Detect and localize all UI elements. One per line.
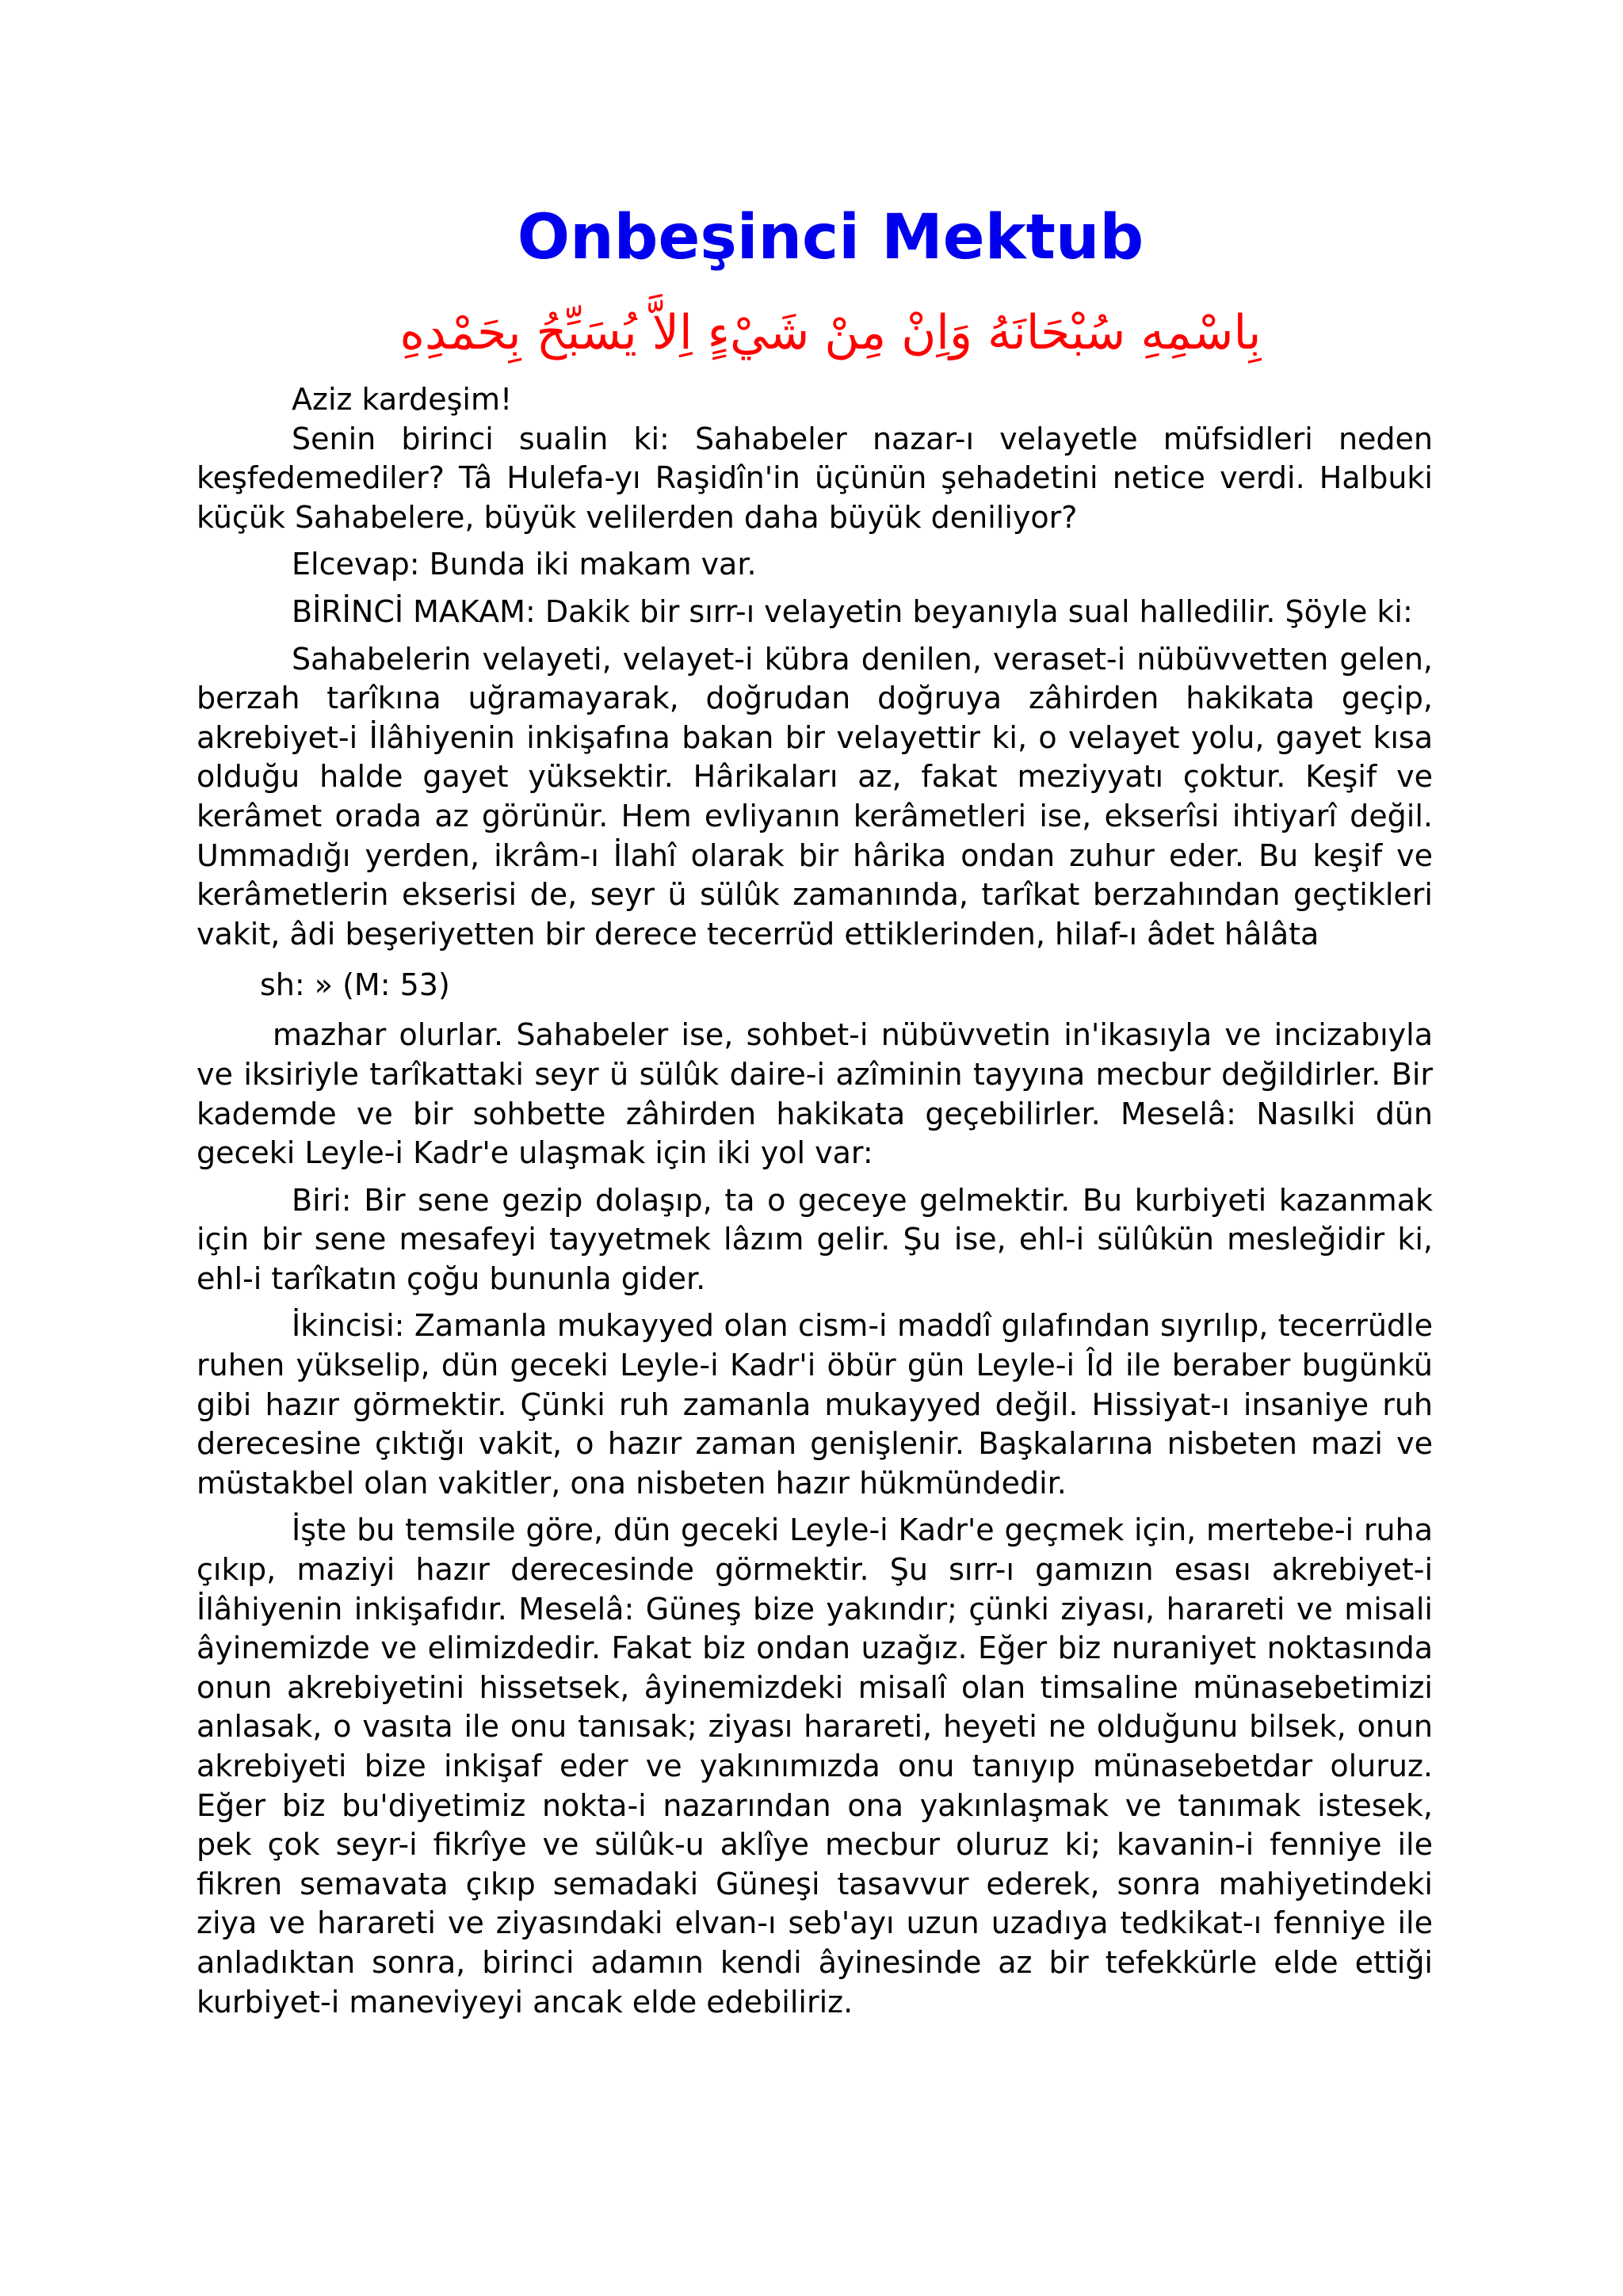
paragraph-question: Senin birinci sualin ki: Sahabeler nazar-ı velayetle müfsidleri neden keşfedemediler? Tâ Hulefa-yı Raşidîn'in üçünün şehadetini netice verdi. Halbuki küçük Sahabelere, büyük velilerden daha büyük deniliyor? <box>197 421 1433 535</box>
paragraph-continuation: mazhar olurlar. Sahabeler ise, sohbet-i nübüvvetin in'ikasıyla ve incizabıyla ve iksiriyle tarîkattaki seyr ü sülûk daire-i azîminin tayyına mecbur değildirler. Bir kademde ve bir sohbette zâhirden hakikata geçebilirler. Meselâ: Nasılki dün geceki Leyle-i Kadr'e ulaşmak için iki yol var: <box>197 1017 1433 1171</box>
paragraph-first-section: BİRİNCİ MAKAM: Dakik bir sırr-ı velayetin beyanıyla sual halledilir. Şöyle ki: <box>292 593 1413 629</box>
paragraph-first-way: Biri: Bir sene gezip dolaşıp, ta o geceye gelmektir. Bu kurbiyeti kazanmak için bir sene mesafeyi tayyetmek lâzım gelir. Şu ise, ehl-i sülûkün mesleğidir ki, ehl-i tarîkatın çoğu bununla gider. <box>197 1182 1433 1296</box>
paragraph-analogy: İşte bu temsile göre, dün geceki Leyle-i Kadr'e geçmek için, mertebe-i ruha çıkıp, maziyi hazır derecesinde görmektir. Şu sırr-ı gamızın esası akrebiyet-i İlâhiyenin inkişafıdır. Meselâ: Güneş bize yakındır; çünki ziyası, harareti ve misali âyinemizde ve elimizdedir. Fakat biz ondan uzağız. Eğer biz nuraniyet noktasında onun akrebiyetini hissetsek, âyinemizdeki misalî olan timsaline münasebetimizi anlasak, o vasıta ile onu tanısak; ziyası harareti, heyeti ne olduğunu bilsek, onun akrebiyeti bize inkişaf eder ve yakınımızda onu tanıyıp münasebetdar oluruz. Eğer biz bu'diyetimiz nokta-i nazarından ona yakınlaşmak ve tanımak istesek, pek çok seyr-i fikrîye ve sülûk-u aklîye mecbur oluruz ki; kavanin-i fenniye ile fikren semavata çıkıp semadaki Güneşi tasavvur ederek, sonra mahiyetindeki ziya ve harareti ve ziyasındaki elvan-ı seb'ayı uzun uzadıya tedkikat-ı fenniye ile anladıktan sonra, birinci adamın kendi âyinesinde az bir tefekkürle elde ettiği kurbiyet-i maneviyeyi ancak elde edebiliriz. <box>197 1512 1433 2019</box>
paragraph-sahabe-velayet: Sahabelerin velayeti, velayet-i kübra denilen, veraset-i nübüvvetten gelen, berzah tarîkına uğramayarak, doğrudan doğruya zâhirden hakikata geçip, akrebiyet-i İlâhiyenin inkişafına bakan bir velayettir ki, o velayet yolu, gayet kısa olduğu halde gayet yüksektir. Hârikaları az, fakat meziyyatı çoktur. Keşif ve kerâmet orada az görünür. Hem evliyanın kerâmetleri ise, ekserîsi ihtiyarî değil. Ummadığı yerden, ikrâm-ı İlahî olarak bir hârika ondan zuhur eder. Bu keşif ve kerâmetlerin ekserisi de, seyr ü sülûk zamanında, tarîkat berzahından geçtikleri vakit, âdi beşeriyetten bir derece tecerrüd ettiklerinden, hilaf-ı âdet hâlâta <box>197 641 1433 952</box>
page-reference: sh: » (M: 53) <box>260 967 450 1003</box>
arabic-basmala: بِاسْمِهِ سُبْحَانَهُ وَاِنْ مِنْ شَيْءٍ اِلاَّ يُسَبِّحُ بِحَمْدِهِ <box>399 305 1262 360</box>
paragraph-answer-intro: Elcevap: Bunda iki makam var. <box>292 547 757 582</box>
page-title: Onbeşinci Mektub <box>517 202 1144 273</box>
document-page <box>197 198 1433 2022</box>
paragraph-second-way: İkincisi: Zamanla mukayyed olan cism-i maddî gılafından sıyrılıp, tecerrüdle ruhen yükselip, dün geceki Leyle-i Kadr'i öbür gün Leyle-i Îd ile beraber bugünkü gibi hazır görmektir. Çünki ruh zamanla mukayyed değil. Hissiyat-ı insaniye ruh derecesine çıktığı vakit, o hazır zaman genişlenir. Başkalarına nisbeten mazi ve müstakbel olan vakitler, ona nisbeten hazır hükmündedir. <box>197 1308 1433 1501</box>
paragraph-greeting: Aziz kardeşim! <box>292 382 513 417</box>
